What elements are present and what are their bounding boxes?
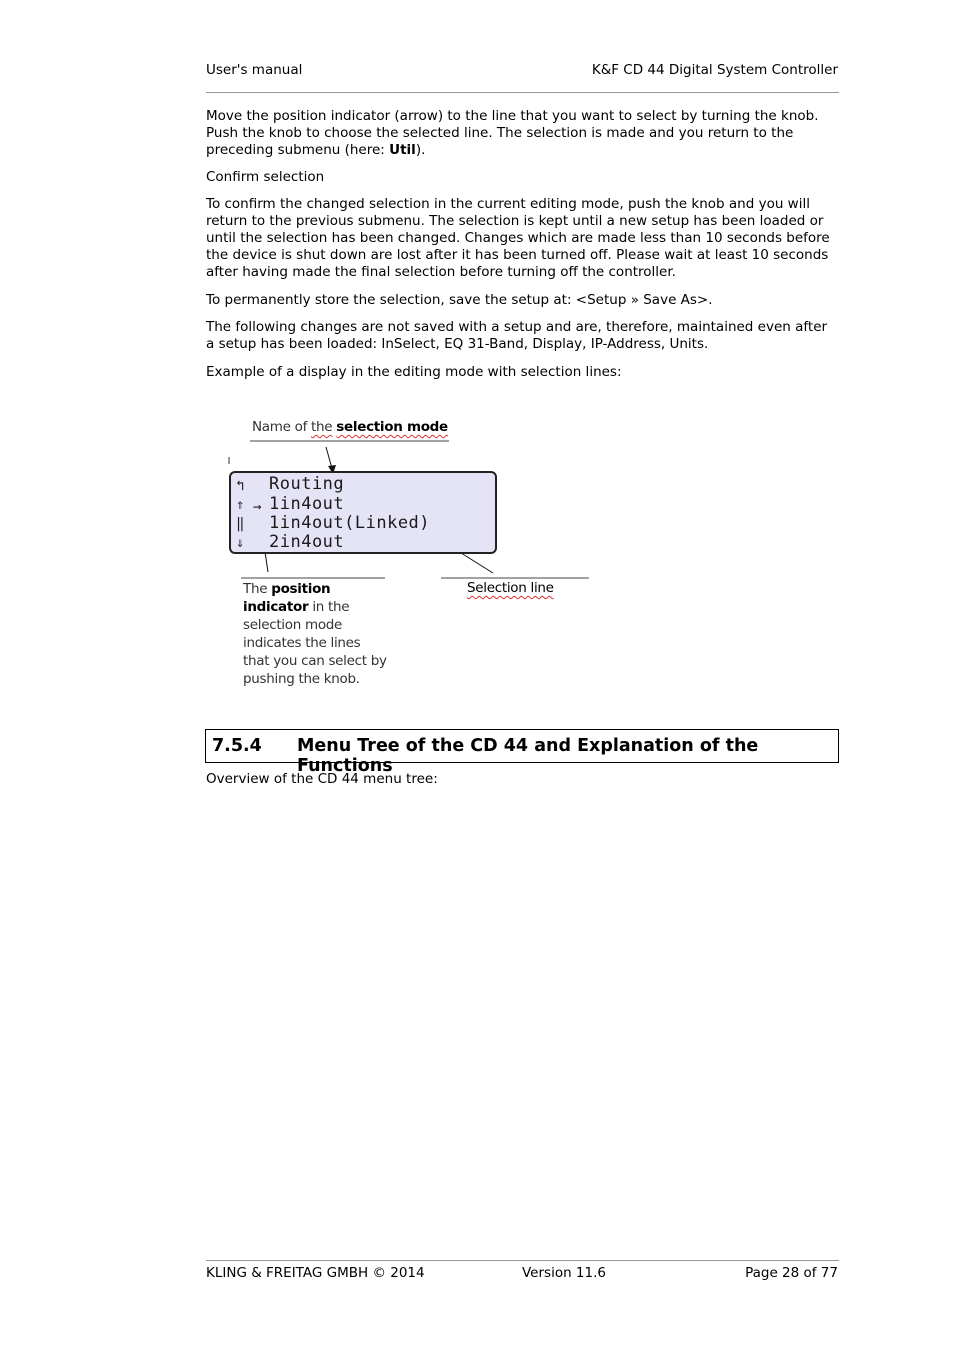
- paragraph-not-saved: The following changes are not saved with a setup and are, therefore, maintained even after a setup has been loaded: InSelect, EQ 31-Band, Display, IP-Address, Units.: [206, 319, 828, 352]
- header-right: K&F CD 44 Digital System Controller: [591, 62, 838, 78]
- header-left: User's manual: [206, 62, 303, 78]
- paragraph-example: Example of a display in the editing mode with selection lines:: [206, 364, 622, 380]
- section-title: Menu Tree of the CD 44 and Explanation of the Functions: [297, 736, 759, 776]
- paragraph-confirm-text: To confirm the changed selection in the current editing mode, push the knob and you will return to the previous submenu. The selection is kept until a new setup has been loaded or until the selection has been changed. Changes which are made less than 10 seconds before the device is shut down are lost after it has been turned off. Please wait at least 10 seconds after having made the final selection before turning off the controller.: [206, 196, 830, 280]
- footer-page: Page 28 of 77: [745, 1265, 838, 1281]
- lcd-line-3: 2in4out: [269, 532, 345, 552]
- lcd-line-2: 1in4out(Linked): [269, 513, 431, 533]
- position-indicator-icon: →: [253, 499, 262, 515]
- lcd-display: [229, 471, 497, 554]
- lcd-line-1: 1in4out: [269, 494, 345, 514]
- bold-util: Util: [389, 142, 416, 158]
- scroll-up-icon: ⇑: [236, 497, 245, 513]
- selection-mode-label: Name of the selection mode: [252, 419, 448, 435]
- selection-line-label: Selection line: [467, 580, 554, 596]
- footer-version: Version 11.6: [522, 1265, 606, 1281]
- section-heading: [205, 729, 839, 776]
- position-indicator-label: The position indicator in the selection mode indicates the lines that you can select by pushing the knob.: [243, 581, 387, 687]
- paragraph-confirm-heading: Confirm selection: [206, 169, 325, 185]
- paragraph-overview: Overview of the CD 44 menu tree:: [206, 771, 438, 787]
- footer-rule: [206, 1260, 839, 1261]
- lcd-line-title: Routing: [269, 474, 345, 494]
- return-icon: ↰: [236, 478, 245, 494]
- paragraph-move-indicator: Move the position indicator (arrow) to the line that you want to select by turning the knob. Push the knob to choose the selected line. The selection is made and you return to the preceding submenu (here: Util).: [206, 108, 819, 158]
- paragraph-store: To permanently store the selection, save the setup at: <Setup » Save As>.: [206, 292, 713, 308]
- scroll-down-icon: ⇓: [236, 535, 245, 551]
- section-number: 7.5.4: [212, 736, 262, 756]
- scrollbar-icon: ‖: [236, 516, 245, 532]
- footer-left: KLING & FREITAG GMBH © 2014: [206, 1265, 425, 1281]
